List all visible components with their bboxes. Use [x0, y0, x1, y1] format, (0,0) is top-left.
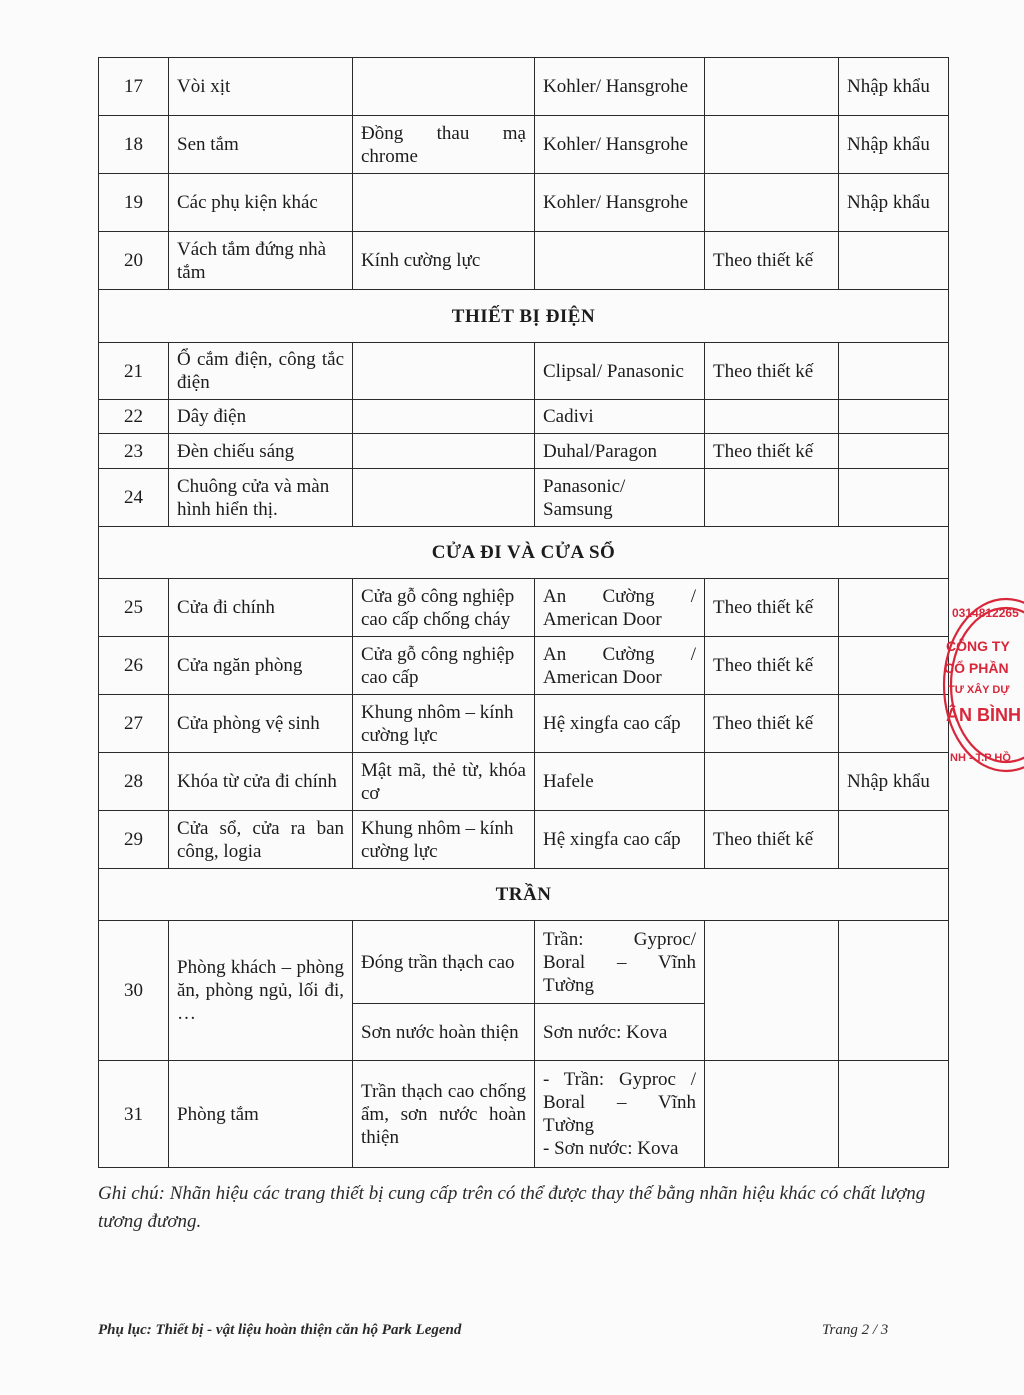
row-number: 18 [99, 116, 169, 174]
material-cell [353, 58, 535, 116]
material-cell [353, 434, 535, 469]
brand-cell: Cadivi [535, 400, 705, 434]
row-number: 28 [99, 753, 169, 811]
origin-cell: Nhập khẩu [839, 116, 949, 174]
brand-cell: Hafele [535, 753, 705, 811]
table-row [99, 58, 949, 116]
item-name: Vách tắm đứng nhà tắm [169, 232, 353, 290]
item-name: Chuông cửa và màn hình hiển thị. [169, 469, 353, 527]
item-name: Các phụ kiện khác [169, 174, 353, 232]
section-row [99, 869, 949, 921]
seal-text: 0314812265 [952, 606, 1019, 620]
material-cell: Mật mã, thẻ từ, khóa cơ [353, 753, 535, 811]
spec-cell: Theo thiết kế [705, 343, 839, 400]
row-number: 31 [99, 1061, 169, 1168]
brand-cell: Duhal/Paragon [535, 434, 705, 469]
row-number: 25 [99, 579, 169, 637]
brand-cell [535, 232, 705, 290]
seal-graphic [940, 585, 1024, 785]
brand-cell: Panasonic/ Samsung [535, 469, 705, 527]
material-cell: Cửa gỗ công nghiệp cao cấp [353, 637, 535, 695]
spec-cell: Theo thiết kế [705, 579, 839, 637]
section-row [99, 527, 949, 579]
seal-text: TƯ XÂY DỰ [948, 684, 1010, 696]
origin-cell [839, 232, 949, 290]
item-name: Cửa sổ, cửa ra ban công, logia [169, 811, 353, 869]
seal-text: NH - T.P HỒ [950, 752, 1011, 764]
spec-cell [705, 400, 839, 434]
origin-cell [839, 434, 949, 469]
item-name: Khóa từ cửa đi chính [169, 753, 353, 811]
item-name: Phòng tắm [169, 1061, 353, 1168]
table-row [99, 232, 949, 290]
material-cell: Đồng thau mạ chrome [353, 116, 535, 174]
page-number: Trang 2 / 3 [822, 1322, 889, 1338]
brand-cell: Clipsal/ Panasonic [535, 343, 705, 400]
origin-cell [839, 811, 949, 869]
spec-cell [705, 469, 839, 527]
brand-cell: Kohler/ Hansgrohe [535, 116, 705, 174]
item-name: Vòi xịt [169, 58, 353, 116]
origin-cell [839, 921, 949, 1061]
material-cell [353, 400, 535, 434]
row-number: 22 [99, 400, 169, 434]
row-number: 29 [99, 811, 169, 869]
seal-text: CỔ PHẦN [944, 660, 1009, 676]
spec-cell [705, 1061, 839, 1168]
origin-cell [839, 1061, 949, 1168]
footnote: Ghi chú: Nhãn hiệu các trang thiết bị cung cấp trên có thể được thay thế bằng nhãn hiệu khác có chất lượng tương đương. [98, 1183, 926, 1232]
item-name: Cửa đi chính [169, 579, 353, 637]
row-number: 23 [99, 434, 169, 469]
seal-text: ÂN BÌNH [946, 705, 1021, 725]
row-number: 19 [99, 174, 169, 232]
material-cell: Trần thạch cao chống ẩm, sơn nước hoàn thiện [353, 1061, 535, 1168]
table-row [99, 434, 949, 469]
brand-cell: Kohler/ Hansgrohe [535, 58, 705, 116]
section-heading-electrical: THIẾT BỊ ĐIỆN [99, 290, 949, 343]
table-row [99, 753, 949, 811]
item-name: Cửa ngăn phòng [169, 637, 353, 695]
row-number: 17 [99, 58, 169, 116]
company-seal-stamp [940, 585, 1024, 785]
item-name: Ổ cắm điện, công tắc điện [169, 343, 353, 400]
spec-cell: Theo thiết kế [705, 695, 839, 753]
table-row [99, 811, 949, 869]
material-cell: Khung nhôm – kính cường lực [353, 811, 535, 869]
footer-title: Phụ lục: Thiết bị - vật liệu hoàn thiện căn hộ Park Legend [98, 1322, 462, 1338]
section-heading-doors: CỬA ĐI VÀ CỬA SỔ [99, 527, 949, 579]
seal-text: CÔNG TY [946, 638, 1010, 654]
spec-cell: Theo thiết kế [705, 637, 839, 695]
table-row [99, 469, 949, 527]
origin-cell [839, 695, 949, 753]
table-row [99, 695, 949, 753]
origin-cell [839, 343, 949, 400]
material-cell [353, 469, 535, 527]
origin-cell: Nhập khẩu [839, 174, 949, 232]
item-name: Sen tắm [169, 116, 353, 174]
spec-cell: Theo thiết kế [705, 811, 839, 869]
table-row [99, 1061, 949, 1168]
table-row [99, 116, 949, 174]
brand-cell: An Cường / American Door [535, 579, 705, 637]
item-name: Dây điện [169, 400, 353, 434]
material-cell: Cửa gỗ công nghiệp cao cấp chống cháy [353, 579, 535, 637]
brand-cell: Kohler/ Hansgrohe [535, 174, 705, 232]
row-number: 21 [99, 343, 169, 400]
brand-line: - Trần: Gyproc / Boral – Vĩnh Tường [543, 1069, 696, 1136]
material-cell: Sơn nước hoàn thiện [353, 1004, 535, 1061]
row-number: 24 [99, 469, 169, 527]
brand-cell: Trần: Gyproc/ Boral – Vĩnh Tường [535, 921, 705, 1004]
brand-cell: An Cường / American Door [535, 637, 705, 695]
brand-cell [535, 1061, 705, 1168]
spec-cell [705, 116, 839, 174]
section-heading-ceiling: TRẦN [99, 869, 949, 921]
row-number: 27 [99, 695, 169, 753]
brand-cell: Sơn nước: Kova [535, 1004, 705, 1061]
origin-cell [839, 637, 949, 695]
row-number: 20 [99, 232, 169, 290]
origin-cell: Nhập khẩu [839, 753, 949, 811]
spec-cell [705, 174, 839, 232]
spec-cell [705, 58, 839, 116]
table-row [99, 579, 949, 637]
table-row [99, 174, 949, 232]
table-row [99, 400, 949, 434]
spec-cell: Theo thiết kế [705, 434, 839, 469]
origin-cell [839, 400, 949, 434]
spec-cell [705, 753, 839, 811]
material-cell: Đóng trần thạch cao [353, 921, 535, 1004]
table-row [99, 343, 949, 400]
origin-cell [839, 469, 949, 527]
item-name: Cửa phòng vệ sinh [169, 695, 353, 753]
material-cell [353, 174, 535, 232]
table-row [99, 921, 949, 1004]
table-row [99, 637, 949, 695]
materials-table [98, 57, 949, 1168]
origin-cell: Nhập khẩu [839, 58, 949, 116]
origin-cell [839, 579, 949, 637]
material-cell [353, 343, 535, 400]
material-cell: Khung nhôm – kính cường lực [353, 695, 535, 753]
brand-cell: Hệ xingfa cao cấp [535, 811, 705, 869]
brand-cell: Hệ xingfa cao cấp [535, 695, 705, 753]
row-number: 30 [99, 921, 169, 1061]
item-name: Phòng khách – phòng ăn, phòng ngủ, lối đi, … [169, 921, 353, 1061]
spec-cell [705, 921, 839, 1061]
section-row [99, 290, 949, 343]
material-cell: Kính cường lực [353, 232, 535, 290]
item-name: Đèn chiếu sáng [169, 434, 353, 469]
brand-line: - Sơn nước: Kova [543, 1138, 679, 1159]
spec-cell: Theo thiết kế [705, 232, 839, 290]
row-number: 26 [99, 637, 169, 695]
